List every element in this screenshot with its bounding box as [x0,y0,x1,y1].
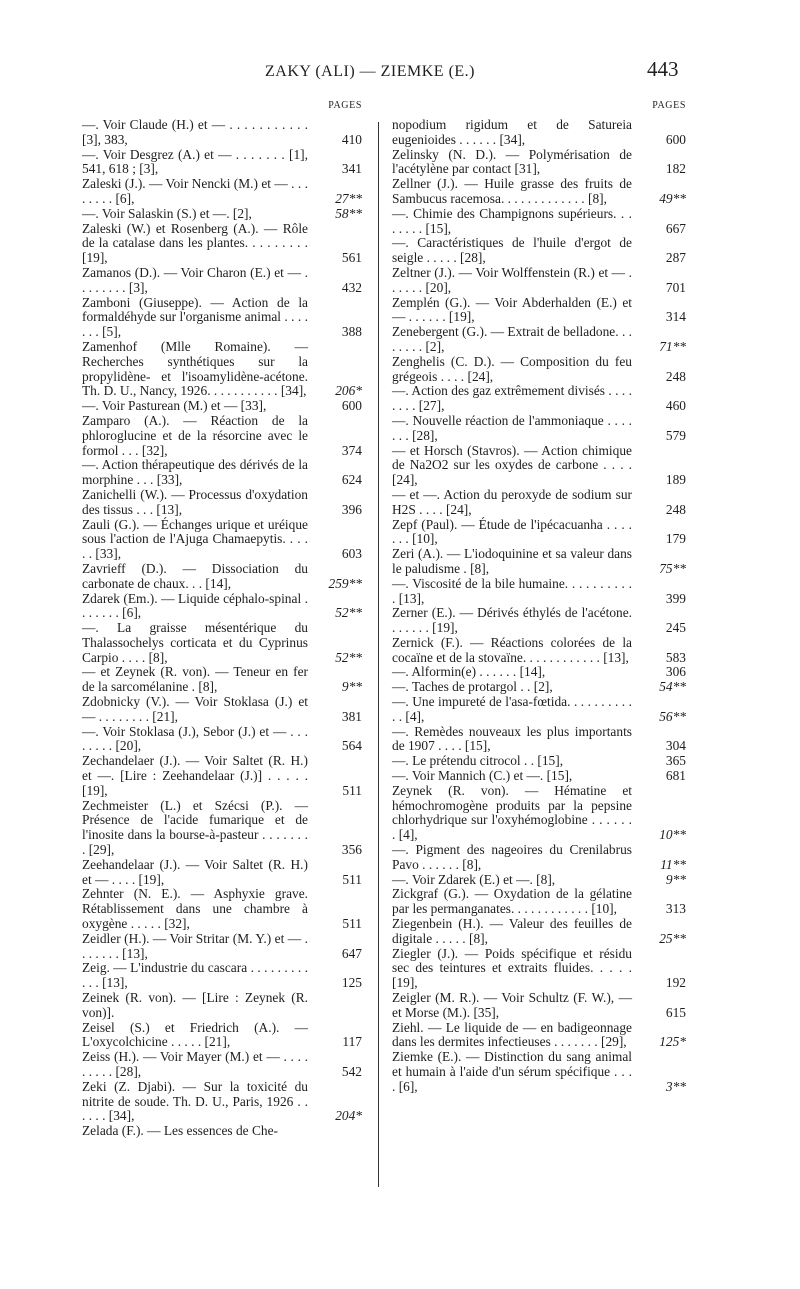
entry-page: 49** [659,190,686,206]
index-entry [392,680,692,695]
index-entry [392,488,692,518]
index-entry [392,236,692,266]
entry-text: Zamboni (Giuseppe). — Action de la formaldéhyde sur l'organisme animal . . . . . . . [5], [82,294,308,340]
entry-text: Zanichelli (W.). — Processus d'oxydation des tissus . . . [13], [82,486,308,517]
index-entry [82,488,368,518]
index-entry [82,518,368,562]
entry-page: 58** [335,205,362,221]
index-entry [82,148,368,178]
entry-text: Zepf (Paul). — Étude de l'ipécacuanha . . . . . . . [10], [392,516,632,547]
entry-page: 9** [341,679,362,695]
index-entry [392,148,692,178]
entry-text: Zavrieff (D.). — Dissociation du carbonate de chaux. . . [14], [82,560,308,591]
entry-page: 600 [341,398,362,414]
entry-page: 71** [659,338,686,354]
entry-text: Zeidler (H.). — Voir Stritar (M. Y.) et — . . . . . . . [13], [82,930,308,961]
entry-page: 56** [659,708,686,724]
entry-page: 125* [659,1034,686,1050]
entry-page: 10** [659,827,686,843]
index-entry [392,547,692,577]
index-entry [82,991,368,1021]
entry-text: —. Voir Zdarek (E.) et —. [8], [392,871,556,887]
entry-text: —. Remèdes nouveaux les plus importants de 1907 . . . . [15], [392,723,632,754]
entry-page: 259** [328,575,362,591]
entry-text: Ziegenbein (H.). — Valeur des feuilles de digitale . . . . . [8], [392,916,632,946]
entry-text: Zelinsky (N. D.). — Polymérisation de l'acétylène par contact [31], [392,146,632,177]
entry-text: —. Action des gaz extrêmement divisés . . . . . . . . [27], [392,383,632,414]
entry-text: Zeri (A.). — L'iodoquinine et sa valeur dans le paludisme . [8], [392,546,632,576]
entry-text: —. Une impureté de l'asa-fœtida. . . . . . . . . . . . [4], [392,694,632,724]
index-entry [82,1080,368,1124]
entry-text: Zickgraf (G.). — Oxydation de la gélatine par les permanganates. . . . . . . . . . . . [10], [392,886,632,917]
entry-page: 25** [659,930,686,946]
entry-page: 52** [335,605,362,621]
entry-text: Zechmeister (L.) et Szécsi (P.). — Présence de l'acide fumarique et de l'inosite dans la bourse-à-pasteur . . . . . . . . [29], [82,797,308,858]
entry-page: 410 [341,131,362,147]
index-entry [82,665,368,695]
index-entry [82,340,368,399]
entry-text: —. La graisse mésentérique du Thalassochelys corticata et du Cyprinus Carpio . . . . [8], [82,620,308,665]
entry-page: 206* [335,383,362,399]
entry-text: nopodium rigidum et de Satureia eugenioides . . . . . . [34], [392,117,632,147]
entry-page: 603 [341,546,362,562]
entry-text: —. Pigment des nageoires du Crenilabrus Pavo . . . . . . [8], [392,842,632,872]
entry-text: — et —. Action du peroxyde de sodium sur H2S . . . . [24], [392,486,632,517]
entry-page: 583 [665,649,686,665]
index-entry [82,177,368,207]
right-column [392,100,692,1095]
entry-text: —. Action thérapeutique des dérivés de la morphine . . . [33], [82,457,308,488]
entry-page: 27** [335,190,362,206]
index-entry [82,414,368,458]
index-entry [392,355,692,385]
index-entry [392,325,692,355]
entry-page: 388 [341,324,362,340]
left-entry-list [82,118,368,1139]
entry-text: —. Viscosité de la bile humaine. . . . . . . . . . . [13], [392,575,632,606]
entry-text: —. Voir Salaskin (S.) et —. [2], [82,205,252,221]
index-entry [82,266,368,296]
index-entry [82,1050,368,1080]
index-entry [392,118,692,148]
entry-page: 304 [665,738,686,754]
entry-text: —. Voir Pasturean (M.) et — [33], [82,398,267,414]
entry-text: —. Caractéristiques de l'huile d'ergot de seigle . . . . . [28], [392,235,632,266]
entry-text: —. Voir Stoklasa (J.), Sebor (J.) et — . . . . . . . . [20], [82,723,308,754]
entry-text: Zamenhof (Mlle Romaine). — Recherches synthétiques sur la propylidène- et l'isoamylidène-acétone. Th. D. U., Nancy, 1926. . . . . . . . . . . [34], [82,338,308,399]
entry-page: 52** [335,649,362,665]
entry-page: 564 [341,738,362,754]
entry-page: 399 [665,590,686,606]
entry-text: Zeig. — L'industrie du cascara . . . . . . . . . . . . [13], [82,960,308,991]
pages-label-right: PAGES [652,100,686,111]
entry-page: 306 [665,664,686,680]
entry-page: 432 [341,279,362,295]
running-header [0,55,800,85]
column-divider [378,122,379,1187]
index-entry [82,754,368,798]
entry-text: Zeiss (H.). — Voir Mayer (M.) et — . . . . . . . . . [28], [82,1049,308,1079]
entry-page: 624 [341,472,362,488]
entry-page: 182 [665,161,686,177]
entry-text: Ziegler (J.). — Poids spécifique et résidu sec des teintures et extraits fluides. . . . . [19], [392,945,632,991]
pages-label-left: PAGES [328,100,362,111]
entry-text: —. Voir Mannich (C.) et —. [15], [392,768,573,784]
index-entry [82,932,368,962]
entry-text: Zechandelaer (J.). — Voir Saltet (R. H.) et —. [Lire : Zeehandelaar (J.)] . . . . . [19], [82,753,308,798]
index-entry [82,207,368,222]
index-entry [392,177,692,207]
index-entry [392,1050,692,1094]
entry-page: 667 [665,220,686,236]
index-entry [82,961,368,991]
entry-page: 11** [660,856,686,872]
index-entry [392,754,692,769]
entry-text: —. Chimie des Champignons supérieurs. . . . . . . . [15], [392,205,632,236]
index-entry [82,858,368,888]
entry-text: Zdobnicky (V.). — Voir Stoklasa (J.) et — . . . . . . . . [21], [82,694,308,724]
index-entry [392,1021,692,1051]
entry-text: Zehnter (N. E.). — Asphyxie grave. Rétablissement dans une chambre à oxygène . . . . . [32], [82,886,308,932]
index-entry [392,518,692,548]
entry-text: Zenghelis (C. D.). — Composition du feu grégeois . . . . [24], [392,353,632,384]
entry-text: Ziemke (E.). — Distinction du sang animal et humain à l'aide d'un sérum spécifique . . . . [6], [392,1049,632,1094]
entry-page: 381 [341,708,362,724]
entry-text: Zamparo (A.). — Réaction de la phloroglucine et de la résorcine avec le formol . . . [32], [82,412,308,458]
index-entry [82,118,368,148]
entry-text: Zellner (J.). — Huile grasse des fruits de Sambucus racemosa. . . . . . . . . . . . . [8], [392,176,632,206]
entry-text: —. Nouvelle réaction de l'ammoniaque . . . . . . . [28], [392,412,632,443]
entry-page: 179 [665,531,686,547]
entry-page: 647 [341,945,362,961]
entry-page: 600 [665,131,686,147]
entry-text: Zernick (F.). — Réactions colorées de la cocaïne et de la stovaïne. . . . . . . . . . . . [13], [392,634,632,665]
entry-page: 9** [665,871,686,887]
entry-text: Zamanos (D.). — Voir Charon (E.) et — . . . . . . . . [3], [82,264,308,295]
entry-page: 356 [341,842,362,858]
entry-page: 511 [342,916,362,932]
entry-page: 192 [665,975,686,991]
entry-text: Zemplén (G.). — Voir Abderhalden (E.) et — . . . . . . [19], [392,294,632,325]
entry-text: —. Taches de protargol . . [2], [392,679,553,695]
entry-page: 365 [665,753,686,769]
index-entry [392,266,692,296]
entry-page: 374 [341,442,362,458]
entry-page: 511 [342,871,362,887]
index-entry [392,873,692,888]
index-entry [82,725,368,755]
index-entry [392,917,692,947]
index-entry [82,296,368,340]
entry-page: 511 [342,782,362,798]
index-entry [392,784,692,843]
entry-page: 3** [665,1078,686,1094]
entry-text: Zeinek (R. von). — [Lire : Zeynek (R. von)]. [82,990,308,1020]
entry-text: Zeisel (S.) et Friedrich (A.). — L'oxycolchicine . . . . . [21], [82,1019,308,1050]
index-entry [82,562,368,592]
page-title: ZAKY (ALI) — ZIEMKE (E.) [264,63,475,80]
entry-text: — et Horsch (Stavros). — Action chimique de Na2O2 sur les oxydes de carbone . . . . [24], [392,442,632,488]
index-entry [82,1021,368,1051]
index-entry [82,887,368,931]
entry-page: 314 [665,309,686,325]
index-entry [82,621,368,665]
index-entry [392,887,692,917]
entry-text: —. Alformin(e) . . . . . . [14], [392,664,546,680]
index-entry [392,414,692,444]
entry-text: Zeki (Z. Djabi). — Sur la toxicité du nitrite de soude. Th. D. U., Paris, 1926 . . . . . . [34], [82,1078,308,1124]
entry-page: 542 [341,1064,362,1079]
index-entry [392,606,692,636]
entry-text: Zeynek (R. von). — Hématine et hémochromogène produits par la pepsine chlorhydrique sur l'oxyhémoglobine . . . . . . . [4], [392,782,632,843]
index-entry [392,769,692,784]
entry-text: —. Le prétendu citrocol . . [15], [392,753,564,769]
entry-text: Zaleski (W.) et Rosenberg (A.). — Rôle de la catalase dans les plantes. . . . . . . . . [19], [82,220,308,266]
entry-page: 54** [659,679,686,695]
entry-page: 204* [335,1108,362,1124]
entry-text: Zeehandelaar (J.). — Voir Saltet (R. H.) et — . . . . [19], [82,856,308,887]
index-entry [392,665,692,680]
entry-text: Zerner (E.). — Dérivés éthylés de l'acétone. . . . . . . [19], [392,605,632,636]
entry-page: 460 [665,398,686,414]
entry-page: 313 [665,901,686,917]
entry-page: 341 [341,161,362,177]
entry-text: Zeigler (M. R.). — Voir Schultz (F. W.), — et Morse (M.). [35], [392,990,632,1020]
index-entry [392,636,692,666]
entry-text: Zenebergent (G.). — Extrait de belladone. . . . . . . . [2], [392,324,632,354]
index-entry [82,222,368,266]
index-entry [392,444,692,488]
left-column [82,100,368,1139]
index-entry [392,695,692,725]
entry-page: 681 [665,768,686,784]
index-entry [82,799,368,858]
entry-page: 287 [665,250,686,266]
index-entry [392,577,692,607]
entry-text: Zaleski (J.). — Voir Nencki (M.) et — . . . . . . . . [6], [82,176,308,206]
entry-text: Zelada (F.). — Les essences de Che- [82,1123,278,1139]
index-entry [82,592,368,622]
entry-text: Zeltner (J.). — Voir Wolffenstein (R.) et — . . . . . . [20], [392,264,632,295]
page-number: 443 [647,57,679,81]
entry-page: 189 [665,472,686,488]
right-entry-list [392,118,692,1095]
index-entry [392,947,692,991]
entry-page: 125 [341,975,362,991]
index-entry [392,725,692,755]
entry-text: —. Voir Claude (H.) et — . . . . . . . . . . . [3], 383, [82,117,308,147]
index-entry [392,384,692,414]
index-entry [82,458,368,488]
index-entry [82,1124,368,1139]
entry-page: 579 [665,427,686,443]
entry-text: Ziehl. — Le liquide de — en badigeonnage dans les dermites infectieuses . . . . . . . [29], [392,1019,632,1050]
entry-page: 245 [665,620,686,636]
index-entry [82,399,368,414]
entry-text: — et Zeynek (R. von). — Teneur en fer de la sarcomélanine . [8], [82,664,308,695]
index-entry [392,991,692,1021]
entry-page: 248 [665,368,686,384]
index-entry [392,207,692,237]
entry-page: 701 [665,279,686,295]
index-entry [392,843,692,873]
entry-page: 117 [342,1034,362,1050]
entry-page: 396 [341,501,362,517]
entry-page: 615 [665,1004,686,1020]
entry-text: Zdarek (Em.). — Liquide céphalo-spinal . . . . . . . [6], [82,590,308,621]
index-entry [392,296,692,326]
entry-text: —. Voir Desgrez (A.) et — . . . . . . . [1], 541, 618 ; [3], [82,146,308,177]
entry-page: 561 [341,250,362,266]
entry-page: 75** [659,560,686,576]
entry-text: Zauli (G.). — Échanges urique et uréique sous l'action de l'Ajuga Chamaepytis. . . . . . [33], [82,516,308,562]
entry-page: 248 [665,501,686,517]
index-entry [82,695,368,725]
